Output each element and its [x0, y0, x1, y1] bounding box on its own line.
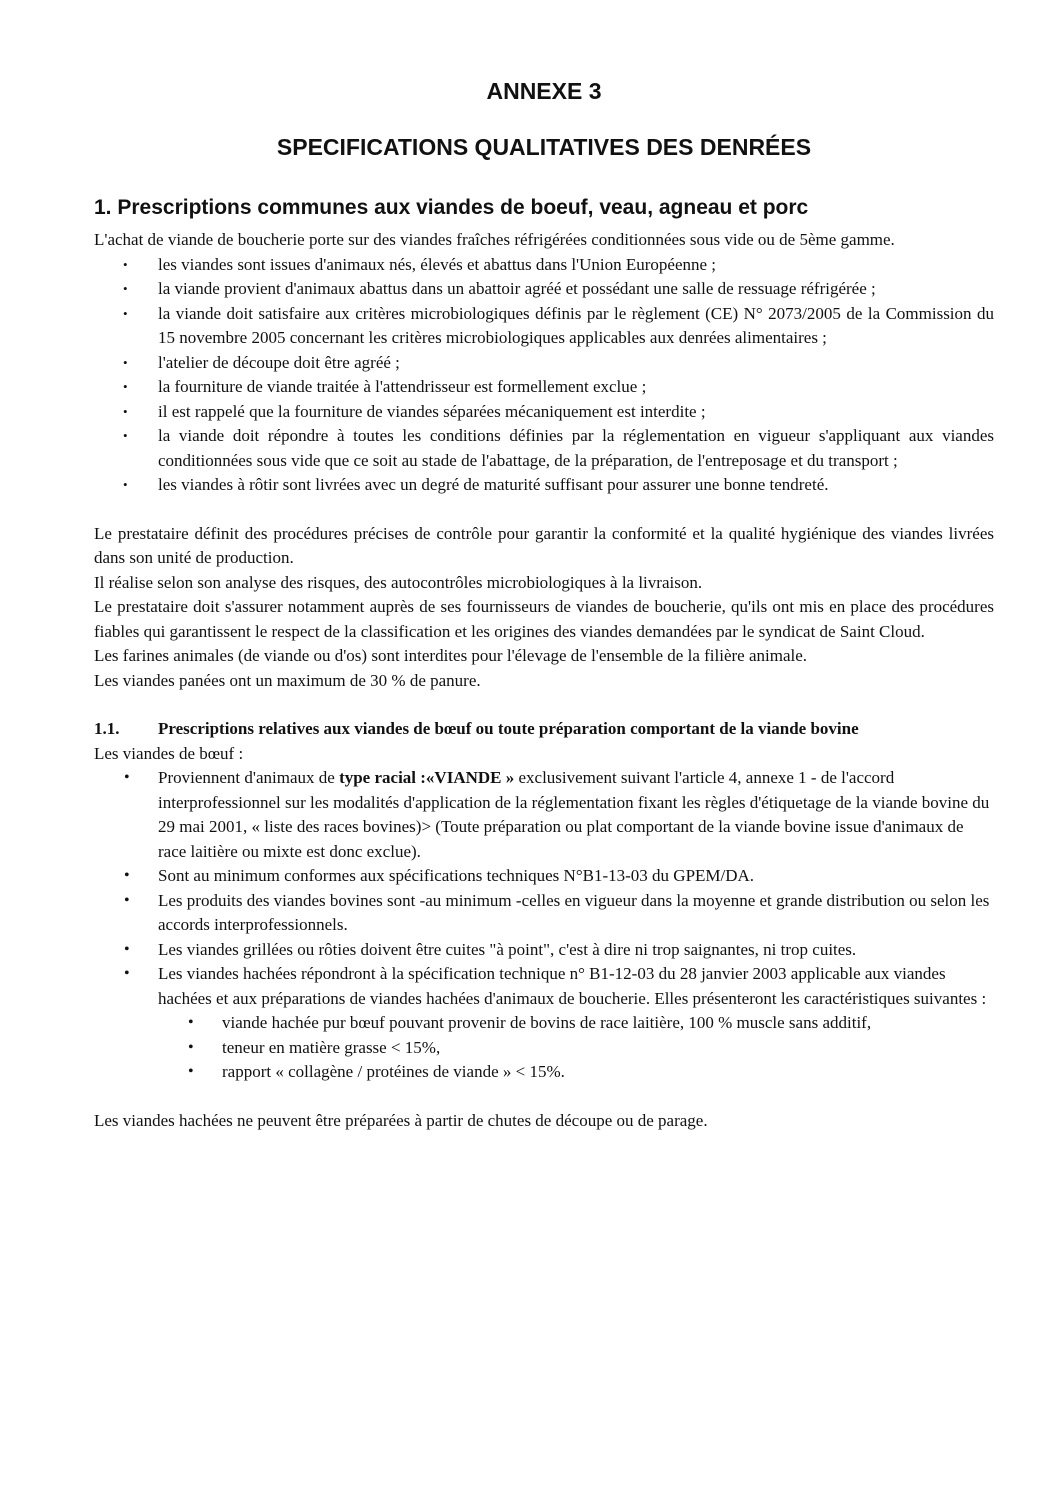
paragraph-control: Le prestataire définit des procédures précises de contrôle pour garantir la conformité et la qualité hygiénique des viandes livrées dans son unité de production.: [94, 523, 994, 567]
bullet-icon: •: [124, 867, 130, 884]
bullet-icon: •: [188, 1014, 194, 1031]
section-1-bullet-list: [94, 253, 994, 498]
sub-list-item-text: rapport « collagène / protéines de viande » < 15%.: [222, 1062, 565, 1081]
document-title: SPECIFICATIONS QUALITATIVES DES DENRÉES: [276, 134, 812, 160]
list-item-text: Les viandes hachées répondront à la spécification technique n° B1-12-03 du 28 janvier 2003 applicable aux viandes hachées et aux préparations de viandes hachées d'animaux de boucherie. Elles présenteront les caractéristiques suivantes :: [158, 964, 987, 1008]
section-title-text: Prescriptions relatives aux viandes de bœuf ou toute préparation comportant de la viande bovine: [158, 719, 859, 738]
section-1-intro: L'achat de viande de boucherie porte sur des viandes fraîches réfrigérées conditionnées sous vide ou de 5ème gamme.: [94, 230, 895, 249]
spacer: [94, 1085, 994, 1109]
list-item-text: Les viandes grillées ou rôties doivent être cuites "à point", c'est à dire ni trop saignantes, ni trop cuites.: [158, 939, 857, 959]
paragraph-analyse: Il réalise selon son analyse des risques, des autocontrôles microbiologiques à la livraison.: [94, 572, 703, 592]
document-page: [94, 72, 994, 1133]
bullet-icon: •: [123, 379, 128, 394]
section-1-1-intro: Les viandes de bœuf :: [94, 743, 244, 763]
list-item: [94, 302, 994, 351]
list-item: [94, 766, 994, 864]
list-item-text: Sont au minimum conformes aux spécifications techniques N°B1-13-03 du GPEM/DA.: [158, 866, 755, 885]
sub-list-item: [94, 1036, 994, 1061]
bullet-icon: •: [123, 305, 128, 321]
sub-list-item-text: teneur en matière grasse < 15%,: [222, 1037, 441, 1057]
bullet-icon: •: [124, 940, 130, 958]
bullet-icon: •: [123, 256, 128, 272]
list-item-text: les viandes sont issues d'animaux nés, élevés et abattus dans l'Union Européenne ;: [158, 254, 717, 274]
section-1-1-title: [94, 717, 994, 742]
list-item-text: il est rappelé que la fourniture de viandes séparées mécaniquement est interdite ;: [158, 401, 706, 421]
sub-bullet-list: [94, 1011, 994, 1085]
sub-list-item: [94, 1060, 994, 1085]
annex-heading: ANNEXE 3: [486, 78, 602, 104]
paragraph-suppliers: Le prestataire doit s'assurer notamment auprès de ses fournisseurs de viandes de boucherie, qu'ils ont mis en place des procédures fiables qui garantissent le respect de la classification et les origines des viandes demandées par le syndicat de Saint Cloud.: [94, 597, 994, 641]
list-item-text: la fourniture de viande traitée à l'attendrisseur est formellement exclue ;: [158, 377, 647, 396]
section-number: 1.1.: [94, 719, 120, 738]
spacer: [94, 693, 994, 717]
bullet-icon: •: [123, 354, 128, 370]
list-item: [94, 473, 994, 498]
list-item: [94, 889, 994, 938]
bullet-icon: •: [123, 281, 128, 296]
list-item-text-end: exclusivement suivant l'article 4, annexe 1 - de l'accord interprofessionnel sur les modalités d'application de la réglementation fixant les règles d'étiquetage de la viande bovine du 29 mai 2001, « liste des races bovines)> (Toute préparation ou plat comportant de la viande bovine issue d'animaux de race laitière ou mixte est donc exclue).: [158, 768, 990, 861]
bullet-icon: •: [188, 1063, 194, 1080]
list-item-text: l'atelier de découpe doit être agréé ;: [158, 352, 400, 372]
list-item: [94, 962, 994, 1011]
sub-list-item: [94, 1011, 994, 1036]
list-item: [94, 424, 994, 473]
bullet-icon: •: [124, 769, 130, 786]
section-1-title: 1. Prescriptions communes aux viandes de boeuf, veau, agneau et porc: [94, 196, 809, 219]
bullet-icon: •: [188, 1038, 194, 1056]
paragraph-farines: Les farines animales (de viande ou d'os) sont interdites pour l'élevage de l'ensemble de la filière animale.: [94, 646, 808, 665]
list-item: [94, 277, 994, 302]
bullet-icon: •: [123, 403, 128, 419]
list-item-text: la viande provient d'animaux abattus dans un abattoir agréé et possédant une salle de ressuage réfrigérée ;: [158, 279, 876, 298]
list-item: [94, 375, 994, 400]
list-item: [94, 864, 994, 889]
bullet-icon: •: [124, 965, 130, 982]
list-item-text: Les produits des viandes bovines sont -au minimum -celles en vigueur dans la moyenne et grande distribution ou selon les accords interprofessionnels.: [158, 890, 990, 934]
paragraph-panees: Les viandes panées ont un maximum de 30 % de panure.: [94, 670, 481, 690]
section-1-1-bullet-list: [94, 766, 994, 1011]
list-item: [94, 400, 994, 425]
bullet-icon: •: [123, 428, 128, 443]
list-item: [94, 253, 994, 278]
bullet-icon: •: [123, 477, 128, 492]
list-item: [94, 351, 994, 376]
list-item-text-bold: type racial :«VIANDE »: [339, 768, 515, 787]
spacer: [94, 498, 994, 522]
closing-paragraph: Les viandes hachées ne peuvent être préparées à partir de chutes de découpe ou de parage.: [94, 1110, 708, 1130]
list-item: [94, 938, 994, 963]
list-item-text: la viande doit répondre à toutes les conditions définies par la réglementation en vigueur s'appliquant aux viandes conditionnées sous vide que ce soit au stade de l'abattage, de la préparation, de l'entreposage et du transport ;: [158, 426, 994, 470]
sub-list-item-text: viande hachée pur bœuf pouvant provenir de bovins de race laitière, 100 % muscle sans additif,: [222, 1013, 872, 1032]
list-item-text: les viandes à rôtir sont livrées avec un degré de maturité suffisant pour assurer une bonne tendreté.: [158, 475, 829, 494]
list-item-text-start: Proviennent d'animaux de: [158, 768, 340, 787]
list-item-text: la viande doit satisfaire aux critères microbiologiques définis par le règlement (CE) N° 2073/2005 de la Commission du 15 novembre 2005 concernant les critères microbiologiques applicables aux denrées alimentaires ;: [158, 303, 994, 347]
bullet-icon: •: [124, 891, 130, 909]
